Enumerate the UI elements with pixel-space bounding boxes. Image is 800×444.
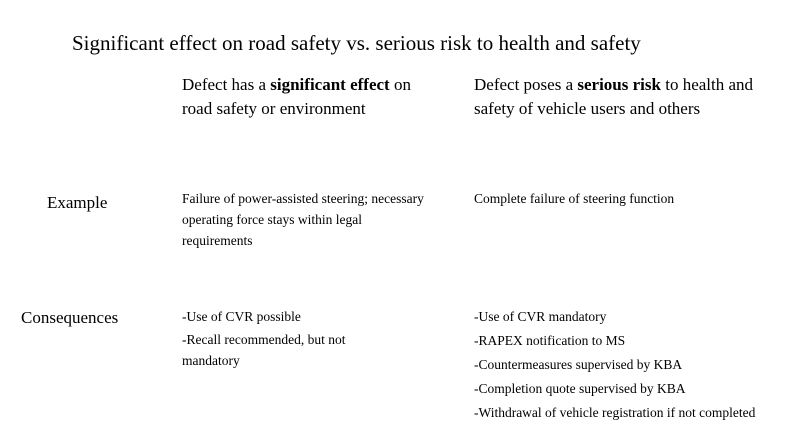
list-item: -RAPEX notification to MS	[474, 333, 626, 348]
page-title: Significant effect on road safety vs. serious risk to health and safety	[72, 31, 641, 55]
list-item: -Use of CVR possible	[182, 309, 301, 324]
column-header-right-bold: serious risk	[577, 75, 661, 94]
column-header-right-pre: Defect poses a	[474, 75, 578, 94]
list-item: -Withdrawal of vehicle registration if not completed	[474, 405, 756, 420]
list-item: -Recall recommended, but not mandatory	[182, 332, 346, 368]
column-header-left-pre: Defect has a	[182, 75, 271, 94]
consequences-serious-risk-list	[474, 306, 794, 423]
column-header-significant-effect	[182, 73, 442, 121]
column-header-right-post: to health and safety of vehicle users and others	[474, 75, 754, 118]
consequences-significant-effect-list	[182, 306, 402, 371]
example-significant-effect: Failure of power-assisted steering; necessary operating force stays within legal requirements	[182, 191, 424, 248]
row-label-example: Example	[47, 193, 108, 212]
column-header-left-bold: significant effect	[270, 75, 390, 94]
column-header-serious-risk	[474, 73, 794, 121]
list-item: -Use of CVR mandatory	[474, 309, 607, 324]
column-header-left-post: on road safety or environment	[182, 75, 411, 118]
list-item: -Completion quote supervised by KBA	[474, 381, 686, 396]
row-label-consequences: Consequences	[21, 308, 119, 327]
example-serious-risk: Complete failure of steering function	[474, 191, 675, 206]
list-item: -Countermeasures supervised by KBA	[474, 357, 683, 372]
